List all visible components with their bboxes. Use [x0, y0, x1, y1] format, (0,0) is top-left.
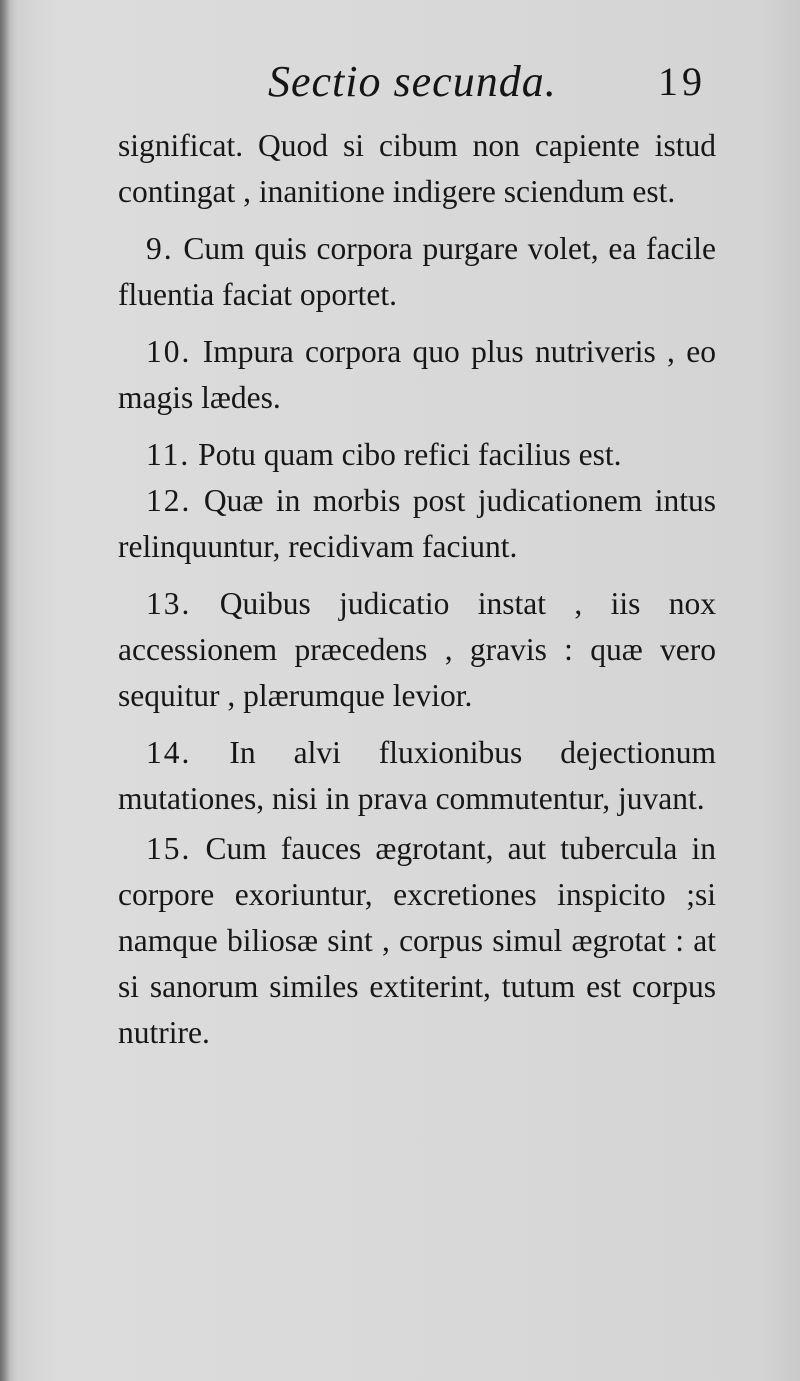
aphorism-9 — [118, 226, 716, 318]
section-title: Sectio secunda. — [268, 57, 557, 106]
aphorism-13 — [118, 581, 716, 719]
aphorism-text: In alvi fluxionibus dejectionum mutationes, nisi in prava commutentur, juvant. — [118, 735, 716, 816]
aphorism-text: Cum quis corpora purgare volet, ea facile fluentia faciat oportet. — [118, 231, 716, 312]
aphorism-text: Impura corpora quo plus nutriveris , eo magis lædes. — [118, 334, 716, 415]
aphorism-number: 12. — [146, 483, 192, 518]
continuation-paragraph: significat. Quod si cibum non capiente istud contingat , inanitione indigere sciendum est. — [118, 128, 716, 209]
body-text — [118, 123, 716, 1067]
aphorism-number: 14. — [146, 735, 192, 770]
running-head — [0, 52, 800, 112]
aphorism-14 — [118, 730, 716, 822]
aphorism-10 — [118, 329, 716, 421]
aphorism-number: 10. — [146, 334, 192, 369]
aphorism-text: Cum fauces ægrotant, aut tubercula in corpore exoriuntur, excretiones inspicito ;si namque biliosæ sint , corpus simul ægrotat : at si sanorum similes extiterint, tutum est corpus nutrire. — [118, 831, 716, 1050]
aphorism-11 — [118, 432, 716, 478]
aphorism-12 — [118, 478, 716, 570]
aphorism-number: 13. — [146, 586, 192, 621]
aphorism-text: Quibus judicatio instat , iis nox accessionem præcedens , gravis : quæ vero sequitur , plærumque levior. — [118, 586, 716, 713]
aphorism-15 — [118, 826, 716, 1056]
aphorism-number: 15. — [146, 831, 192, 866]
aphorism-number: 9. — [146, 231, 174, 266]
aphorism-text: Potu quam cibo refici facilius est. — [198, 437, 622, 472]
aphorism-text: Quæ in morbis post judicationem intus relinquuntur, recidivam faciunt. — [118, 483, 716, 564]
aphorism-number: 11. — [146, 437, 191, 472]
binding-shadow — [0, 0, 10, 1381]
page-number: 19 — [658, 59, 706, 104]
